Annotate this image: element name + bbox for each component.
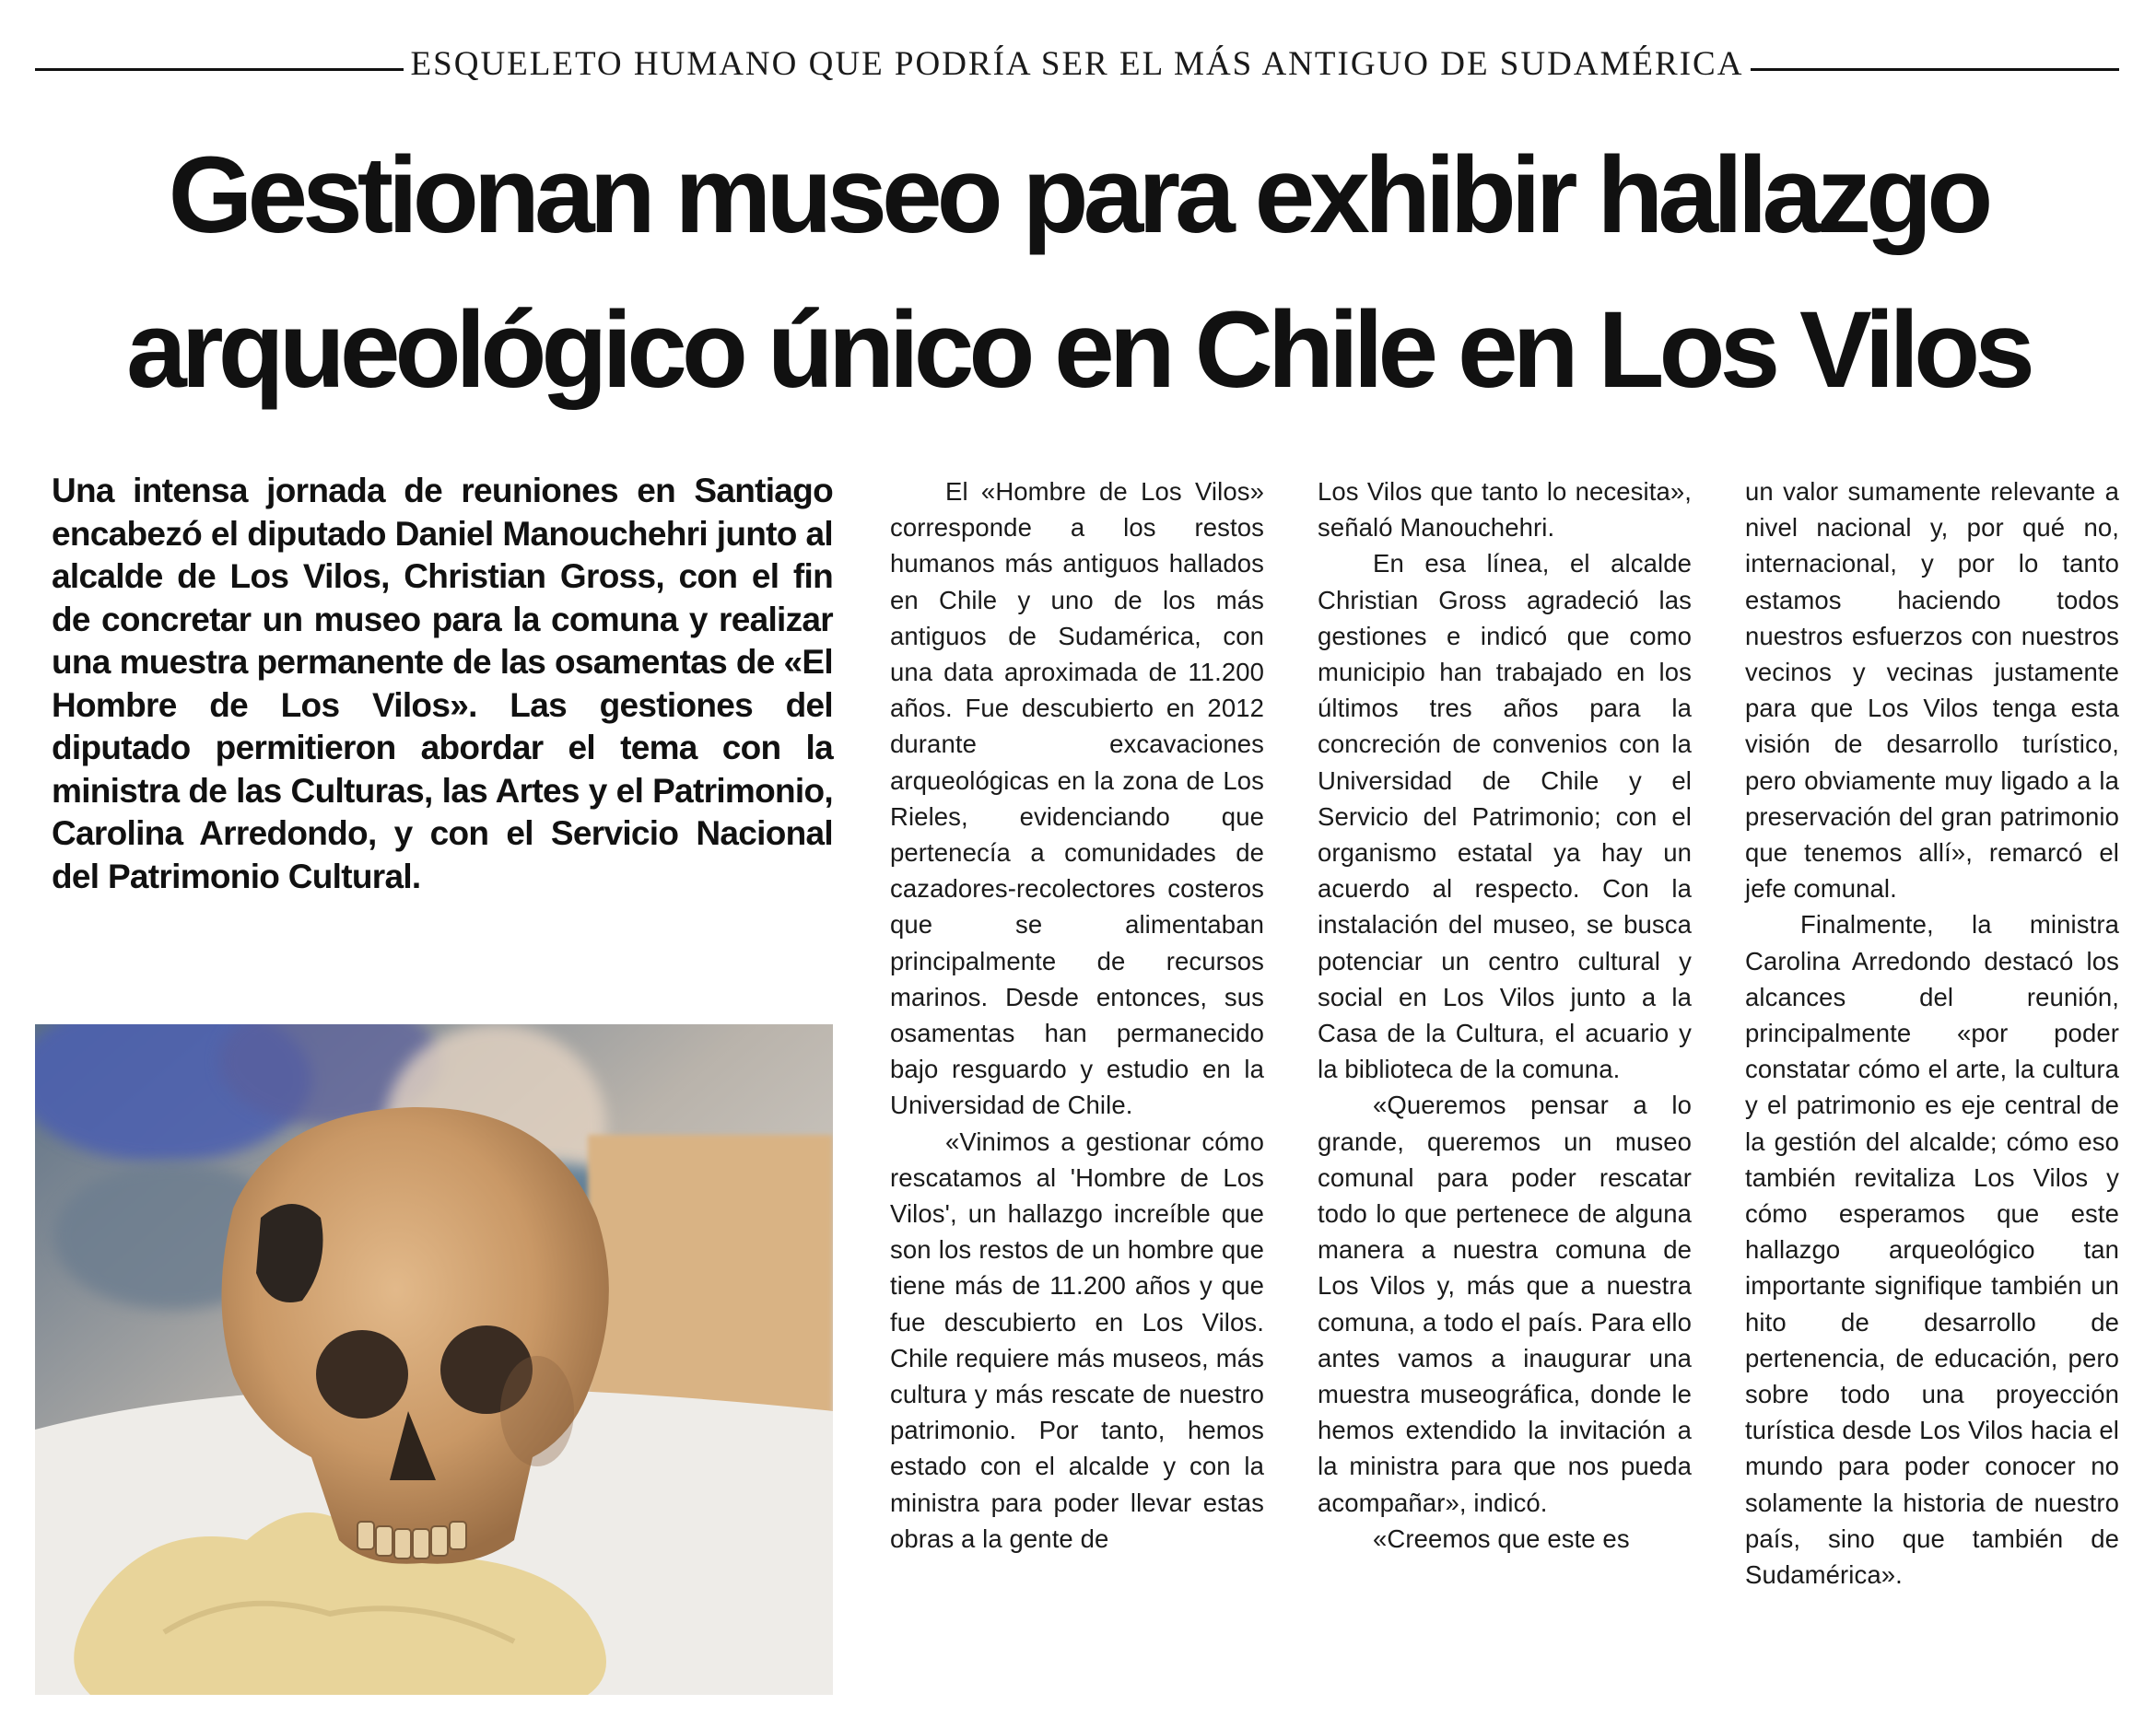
paragraph: un valor sumamente relevante a nivel nacional y, por qué no, internacional, y por lo tanto estamos haciendo todos nuestros esfuerzos con nuestros vecinos y vecinas justamente para que Los Vilos tenga esta visión de desarrollo turístico, pero obviamente muy ligado a la preservación del gran patrimonio que tenemos allí», remarcó el jefe comunal. <box>1745 477 2119 904</box>
paragraph: Finalmente, la ministra Carolina Arredondo destacó los alcances del reunión, principalmente «por poder constatar cómo el arte, la cultura y el patrimonio es eje central de la gestión del alcalde; cómo eso también revitaliza Los Vilos y cómo esperamos que este hallazgo arqueológico tan importante signifique también un hito de desarrollo de pertenencia, de educación, pero sobre todo una proyección turística desde Los Vilos hacia el mundo para poder conocer no solamente la historia de nuestro país, sino que también de Sudamérica». <box>1745 910 2119 1590</box>
paragraph: «Queremos pensar a lo grande, queremos un museo comunal para poder rescatar todo lo que pertenece de alguna manera a nuestra comuna de Los Vilos y, más que a nuestra comuna, a todo el país. Para ello antes vamos a inaugurar una muestra museográfica, donde le hemos extendido la invitación a la ministra para que nos pueda acompañar», indicó. <box>1318 1091 1692 1517</box>
paragraph: «Vinimos a gestionar cómo rescatamos al 'Hombre de Los Vilos', un hallazgo increíble que son los restos de un hombre que tiene más de 11.200 años y que fue descubierto en Los Vilos. Chile requiere más museos, más cultura y más rescate de nuestro patrimonio. Por tanto, hemos estado con el alcalde y con la ministra para poder llevar estas obras a la gente de <box>890 1127 1264 1553</box>
lead-paragraph: Una intensa jornada de reuniones en Santiago encabezó el diputado Daniel Manouchehri junto al alcalde de Los Vilos, Christian Gross, con el fin de concretar un museo para la comuna y realizar una muestra permanente de las osamentas de «El Hombre de Los Vilos». Las gestiones del diputado permitieron abordar el tema con la ministra de las Culturas, las Artes y el Patrimonio, Carolina Arredondo, y con el Servicio Nacional del Patrimonio Cultural. <box>52 472 833 895</box>
paragraph: «Creemos que este es <box>1373 1524 1630 1553</box>
article-column-1 <box>890 473 1264 1557</box>
kicker-row <box>35 35 2119 101</box>
paragraph: Los Vilos que tanto lo necesita», señaló Manouchehri. <box>1318 477 1692 543</box>
paragraph: En esa línea, el alcalde Christian Gross agradeció las gestiones e indicó que como municipio han trabajado en los últimos tres años para la concreción de convenios con la Universidad de Chile y el Servicio del Patrimonio; con el organismo estatal ya hay un acuerdo al respecto. Con la instalación del museo, se busca potenciar un centro cultural y social en Los Vilos junto a la Casa de la Cultura, el acuario y la biblioteca de la comuna. <box>1318 549 1692 1084</box>
skull-photo <box>35 1024 833 1695</box>
kicker-rule-left <box>35 68 404 71</box>
article-column-2 <box>1318 473 1692 1557</box>
paragraph: El «Hombre de Los Vilos» corresponde a los restos humanos más antiguos hallados en Chile y uno de los más antiguos de Sudamérica, con una data aproximada de 11.200 años. Fue descubierto en 2012 durante excavaciones arqueológicas en la zona de Los Rieles, evidenciando que pertenecía a comunidades de cazadores-recolectores costeros que se alimentaban principalmente de recursos marinos. Desde entonces, sus osamentas han permanecido bajo resguardo y estudio en la Universidad de Chile. <box>890 477 1264 1120</box>
kicker: ESQUELETO HUMANO QUE PODRÍA SER EL MÁS ANTIGUO DE SUDAMÉRICA <box>410 45 1744 83</box>
headline <box>0 118 2156 427</box>
article-column-3 <box>1745 473 2119 1593</box>
kicker-rule-right <box>1751 68 2119 71</box>
headline-line-2: arqueológico único en Chile en Los Vilos <box>126 289 2030 411</box>
headline-line-1: Gestionan museo para exhibir hallazgo <box>168 134 1988 256</box>
